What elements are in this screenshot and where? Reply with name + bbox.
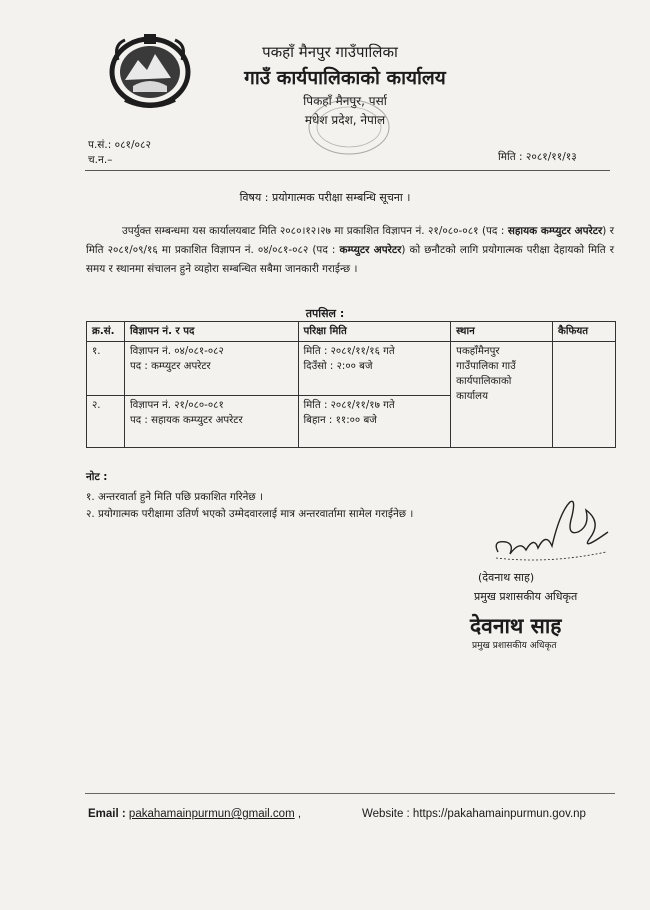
cell-remarks bbox=[553, 342, 616, 448]
col-header-exam-date: परिक्षा मिति bbox=[298, 322, 451, 342]
cell-vacancy: विज्ञापन नं. २१/०८०-०८१ पद : सहायक कम्प्युटर अपरेटर bbox=[124, 396, 298, 448]
municipality-name: पकहाँ मैनपुर गाउँपालिका bbox=[262, 43, 398, 61]
schedule-heading: तपसिल : bbox=[305, 307, 345, 320]
note-item: २. प्रयोगात्मक परीक्षामा उतिर्ण भएको उम्मेदवारलाई मात्र अन्तरवार्तामा सामेल गराईनेछ । bbox=[86, 508, 414, 520]
header-divider bbox=[85, 170, 610, 171]
dispatch-number: च.न.– bbox=[88, 154, 113, 166]
name-stamp: देवनाथ साह bbox=[470, 614, 562, 638]
col-header-vacancy: विज्ञापन नं. र पद bbox=[124, 322, 298, 342]
office-seal-stamp bbox=[305, 96, 393, 158]
body-paragraph: उपर्युक्त सम्बन्धमा यस कार्यालयबाट मिति २०८०।१२।२७ मा प्रकाशित विज्ञापन नं. २१/०८०-०८१ (पद : सहायक कम्प्युटर अपरेटर) र मिति २०८१/०९/१६ मा प्रकाशित विज्ञापन नं. ०४/०८१-०८२ (पद : कम्प्युटर अपरेटर) को छनौटको लागि प्रयोगात्मक परीक्षा देहायको मिति र समय र स्थानमा संचालन हुने व्यहोरा सम्बन्धित सबैमा जानकारी गराईन्छ । bbox=[86, 225, 614, 275]
footer-email: Email : pakahamainpurmun@gmail.com , bbox=[88, 808, 302, 820]
handwritten-signature bbox=[490, 492, 610, 572]
cell-exam-date: मिति : २०८१/११/१७ गते बिहान : ११:०० बजे bbox=[298, 396, 451, 448]
signatory-designation: प्रमुख प्रशासकीय अधिकृत bbox=[474, 590, 578, 603]
notes-heading: नोट : bbox=[86, 471, 108, 483]
col-header-sn: क्र.सं. bbox=[87, 322, 125, 342]
col-header-remarks: कैफियत bbox=[553, 322, 616, 342]
letter-date: मिति : २०८१/११/१३ bbox=[498, 151, 577, 163]
email-label: Email : bbox=[88, 808, 126, 820]
letter-number: प.सं.: ०८१/०८२ bbox=[88, 139, 151, 151]
letter-subject: विषय : प्रयोगात्मक परीक्षा सम्बन्धि सूचना । bbox=[239, 191, 411, 204]
table-row bbox=[87, 342, 616, 396]
cell-exam-date: मिति : २०८१/११/१६ गते दिउँसो : २:०० बजे bbox=[298, 342, 451, 396]
office-address: पिकहाँ मैनपुर, पर्सा bbox=[303, 94, 387, 108]
designation-stamp: प्रमुख प्रशासकीय अधिकृत bbox=[472, 641, 557, 651]
footer-divider bbox=[85, 793, 615, 794]
nepal-emblem-logo bbox=[103, 30, 197, 108]
col-header-location: स्थान bbox=[451, 322, 553, 342]
cell-location: पकहाँमैनपुर गाउँपालिका गाउँ कार्यपालिकाको कार्यालय bbox=[451, 342, 553, 448]
note-item: १. अन्तरवार्ता हुने मिति पछि प्रकाशित गरिनेछ । bbox=[86, 491, 263, 503]
office-name: गाउँ कार्यपालिकाको कार्यालय bbox=[244, 67, 446, 89]
cell-vacancy: विज्ञापन नं. ०४/०८१-०८२ पद : कम्प्युटर अपरेटर bbox=[124, 342, 298, 396]
exam-schedule-table bbox=[86, 321, 616, 448]
cell-sn: २. bbox=[87, 396, 125, 448]
table-header-row bbox=[87, 322, 616, 342]
office-province: मधेश प्रदेश, नेपाल bbox=[304, 113, 386, 127]
signatory-name: (देवनाथ साह) bbox=[478, 571, 535, 584]
email-link[interactable]: pakahamainpurmun@gmail.com bbox=[128, 808, 295, 820]
cell-sn: १. bbox=[87, 342, 125, 396]
footer-website[interactable]: Website : https://pakahamainpurmun.gov.np bbox=[362, 808, 586, 820]
